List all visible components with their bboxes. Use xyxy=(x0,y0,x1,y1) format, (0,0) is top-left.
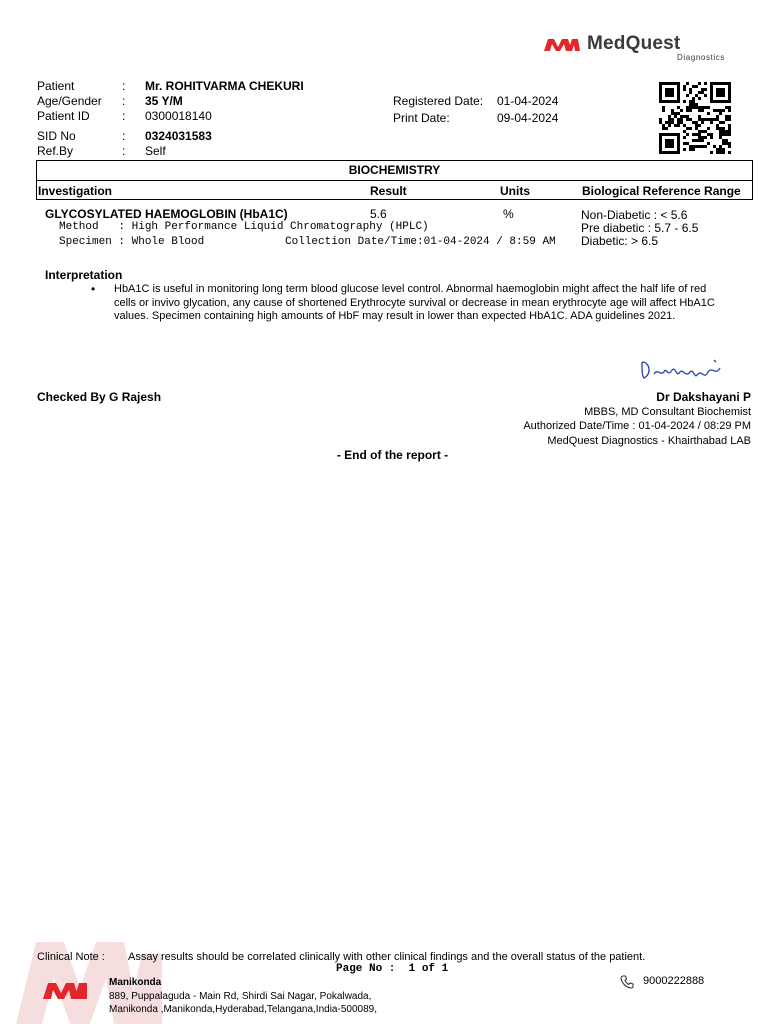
col-investigation: Investigation xyxy=(38,184,113,198)
label-age-gender: Age/Gender xyxy=(37,94,102,108)
qr-code-icon xyxy=(659,82,731,154)
branch-name: Manikonda xyxy=(109,977,162,988)
reference-pre-diabetic: Pre diabetic : 5.7 - 6.5 xyxy=(581,221,699,235)
test-specimen: Specimen : Whole Blood xyxy=(59,236,205,248)
separator: : xyxy=(122,129,126,143)
phone-icon xyxy=(620,975,634,989)
branch-address xyxy=(109,990,377,1016)
footer-logo-icon xyxy=(42,982,88,1000)
test-name: GLYCOSYLATED HAEMOGLOBIN (HbA1C) xyxy=(45,207,288,221)
registered-date-label: Registered Date: xyxy=(393,94,484,108)
interpretation-line: HbA1C is useful in monitoring long term blood glucose level control. Abnormal haemoglobin might affect the half life of red xyxy=(114,283,707,295)
doctor-signature-icon xyxy=(636,356,728,384)
separator: : xyxy=(122,79,126,93)
brand-logo xyxy=(543,33,748,64)
collection-datetime: Collection Date/Time:01-04-2024 / 8:59 AM xyxy=(285,236,556,248)
patient-age-gender: 35 Y/M xyxy=(145,94,183,108)
label-sid-no: SID No xyxy=(37,129,76,143)
clinical-note: Assay results should be correlated clinically with other clinical findings and the overall status of the patient. xyxy=(128,951,646,963)
authorized-datetime: Authorized Date/Time : 01-04-2024 / 08:29 PM xyxy=(523,420,751,432)
col-result: Result xyxy=(370,184,407,198)
checked-by: Checked By G Rajesh xyxy=(37,390,162,404)
interpretation-line: cells or invivo glycation, any cause of shortened Erythrocyte survival or decrease in mean erythrocyte age will affect HbA1C xyxy=(114,296,715,309)
address-line: 889, Puppalaguda - Main Rd, Shirdi Sai Nagar, Pokalwada, xyxy=(109,991,372,1002)
doctor-name: Dr Dakshayani P xyxy=(656,390,751,404)
lab-name: MedQuest Diagnostics - Khairthabad LAB xyxy=(547,434,751,447)
reference-non-diabetic: Non-Diabetic : < 5.6 xyxy=(581,208,688,222)
interpretation-line: values. Specimen containing high amounts of HbF may result in lower than expected HbA1C. ADA guidelines 2021. xyxy=(114,310,676,322)
separator: : xyxy=(122,144,126,158)
label-patient-id: Patient ID xyxy=(37,109,90,123)
separator: : xyxy=(122,109,126,123)
phone-number: 9000222888 xyxy=(643,975,705,987)
doctor-block xyxy=(523,390,751,448)
end-of-report: - End of the report - xyxy=(336,448,449,462)
label-patient: Patient xyxy=(37,79,75,93)
brand-subtitle: Diagnostics xyxy=(677,53,725,62)
section-title: BIOCHEMISTRY xyxy=(348,163,441,177)
sid-no: 0324031583 xyxy=(145,129,212,143)
col-reference: Biological Reference Range xyxy=(582,184,741,198)
bullet: • xyxy=(91,282,96,296)
table-header xyxy=(36,180,753,200)
test-method: Method : High Performance Liquid Chromatography (HPLC) xyxy=(59,221,429,233)
registered-date-value: 01-04-2024 xyxy=(497,94,559,108)
address-line: Manikonda ,Manikonda,Hyderabad,Telangana,India-500089, xyxy=(109,1004,377,1015)
interpretation-title: Interpretation xyxy=(45,268,123,282)
section-header-box xyxy=(36,160,753,181)
separator: : xyxy=(122,94,126,108)
ref-by: Self xyxy=(145,144,166,158)
label-ref-by: Ref.By xyxy=(37,144,74,158)
test-result: 5.6 xyxy=(370,207,387,221)
col-units: Units xyxy=(500,184,530,198)
clinical-note-label: Clinical Note : xyxy=(37,951,105,963)
page-number: Page No : 1 of 1 xyxy=(336,963,449,975)
medquest-logo-mark-icon xyxy=(543,38,581,52)
doctor-qualification: MBBS, MD Consultant Biochemist xyxy=(584,405,751,418)
patient-name: Mr. ROHITVARMA CHEKURI xyxy=(145,79,304,93)
print-date-label: Print Date: xyxy=(393,111,450,125)
reference-diabetic: Diabetic: > 6.5 xyxy=(581,234,659,248)
test-units: % xyxy=(503,207,514,221)
patient-id: 0300018140 xyxy=(145,109,212,123)
brand-name: MedQuest xyxy=(587,33,681,54)
interpretation-text xyxy=(114,283,715,324)
print-date-value: 09-04-2024 xyxy=(497,111,559,125)
